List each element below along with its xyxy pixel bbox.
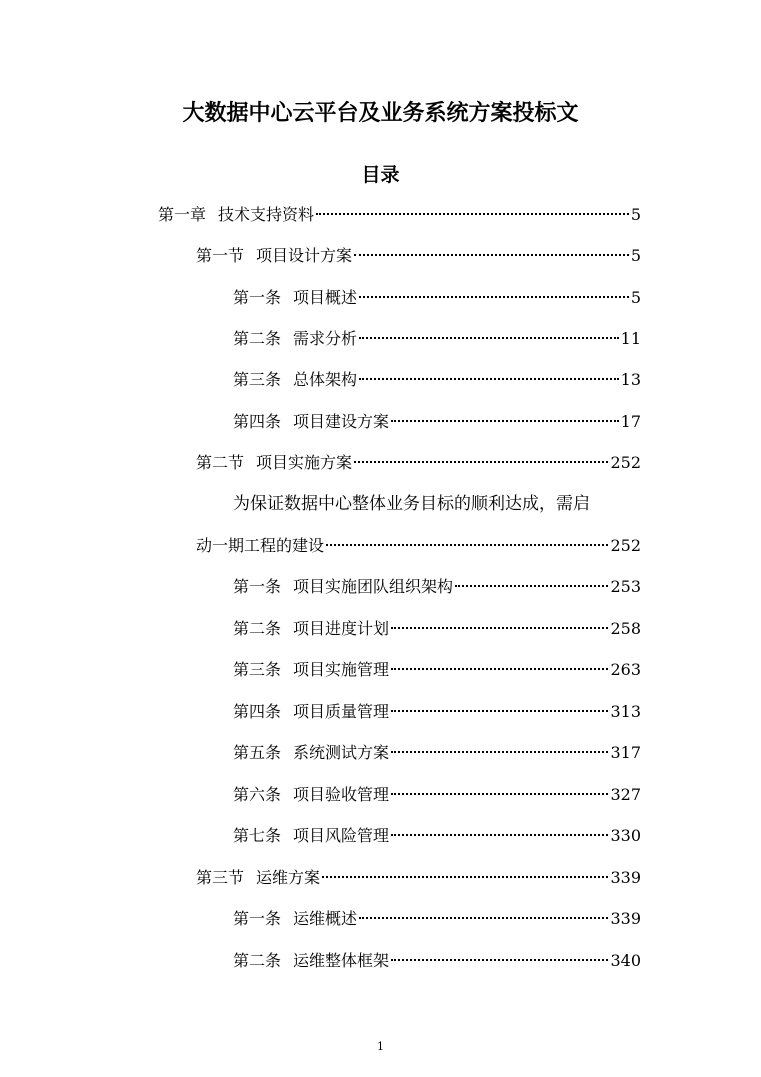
toc-entry-title: 需求分析	[293, 329, 358, 348]
toc-entry-article[interactable]	[233, 327, 641, 351]
toc-entry-title: 项目概述	[293, 288, 358, 307]
toc-entry-number: 第一条	[233, 577, 282, 596]
toc-entry-page: 13	[620, 370, 641, 389]
toc-entry-number: 第四条	[233, 702, 282, 721]
dot-leader	[391, 793, 608, 795]
toc-entry-page: 317	[610, 743, 641, 762]
dot-leader	[391, 710, 608, 712]
toc-entry-number: 第三条	[233, 370, 282, 389]
toc-entry-title: 动一期工程的建设	[196, 536, 325, 555]
toc-heading: 目录	[361, 164, 400, 186]
toc-entry-article[interactable]	[233, 368, 641, 392]
dot-leader	[322, 876, 608, 878]
toc-entry-number: 第二条	[233, 951, 282, 970]
toc-entry-page: 313	[610, 702, 641, 721]
dot-leader	[354, 461, 608, 463]
toc-entry-title: 系统测试方案	[293, 743, 390, 762]
dot-leader	[391, 420, 619, 422]
toc-entry-number: 第四条	[233, 412, 282, 431]
dot-leader	[359, 337, 619, 339]
toc-entry-page: 258	[610, 619, 641, 638]
toc-entry-section-2[interactable]	[196, 451, 641, 475]
toc-entry-number: 第二条	[233, 329, 282, 348]
toc-entry-article[interactable]	[233, 410, 641, 434]
toc-entry-number: 第一章	[158, 205, 207, 224]
toc-entry-page: 339	[610, 868, 641, 887]
dot-leader	[354, 254, 629, 256]
toc-entry-article[interactable]	[233, 575, 641, 599]
dot-leader	[316, 213, 629, 215]
dot-leader	[391, 751, 608, 753]
toc-entry-number: 第二节	[196, 453, 245, 472]
toc-entry-title: 项目风险管理	[293, 826, 390, 845]
toc-entry-number: 第六条	[233, 785, 282, 804]
toc-entry-article[interactable]	[233, 824, 641, 848]
toc-entry-article[interactable]	[233, 907, 641, 931]
toc-entry-title: 项目实施团队组织架构	[293, 577, 454, 596]
toc-entry-article[interactable]	[233, 286, 641, 310]
toc-entry-title: 项目进度计划	[293, 619, 390, 638]
toc-entry-section-3[interactable]	[196, 866, 641, 890]
toc-entry-article[interactable]	[233, 741, 641, 765]
document-title: 大数据中心云平台及业务系统方案投标文	[182, 101, 579, 126]
dot-leader	[391, 668, 608, 670]
toc-entry-page: 5	[630, 205, 641, 224]
toc-entry-number: 第七条	[233, 826, 282, 845]
toc-entry-page: 252	[610, 536, 641, 555]
toc-entry-page: 253	[610, 577, 641, 596]
toc-entry-number: 第五条	[233, 743, 282, 762]
toc-entry-number: 第三条	[233, 660, 282, 679]
dot-leader	[359, 296, 629, 298]
toc-entry-paragraph-line2[interactable]	[196, 534, 641, 558]
dot-leader	[455, 585, 608, 587]
toc-entry-number: 第三节	[196, 868, 245, 887]
toc-entry-title: 技术支持资料	[218, 205, 315, 224]
page-number: 1	[377, 1040, 384, 1053]
toc-entry-page: 252	[610, 453, 641, 472]
toc-entry-page: 5	[630, 288, 641, 307]
toc-entry-number: 第一条	[233, 288, 282, 307]
toc-entry-paragraph-line1[interactable]: 为保证数据中心整体业务目标的顺利达成，需启	[233, 494, 590, 514]
toc-entry-number: 第一节	[196, 246, 245, 265]
toc-entry-title: 项目设计方案	[256, 246, 353, 265]
toc-entry-title: 项目实施管理	[293, 660, 390, 679]
toc-entry-page: 340	[610, 951, 641, 970]
toc-entry-title: 运维概述	[293, 909, 358, 928]
toc-entry-title: 总体架构	[293, 370, 358, 389]
dot-leader	[391, 834, 608, 836]
dot-leader	[391, 959, 608, 961]
toc-entry-title: 运维方案	[256, 868, 321, 887]
toc-entry-page: 327	[610, 785, 641, 804]
dot-leader	[326, 544, 608, 546]
toc-entry-section-1[interactable]	[196, 244, 641, 268]
dot-leader	[359, 378, 619, 380]
toc-entry-number: 第一条	[233, 909, 282, 928]
toc-entry-article[interactable]	[233, 658, 641, 682]
toc-entry-article[interactable]	[233, 617, 641, 641]
toc-entry-article[interactable]	[233, 700, 641, 724]
toc-entry-page: 263	[610, 660, 641, 679]
toc-entry-title: 项目建设方案	[293, 412, 390, 431]
dot-leader	[391, 627, 608, 629]
toc-entry-page: 17	[620, 412, 641, 431]
dot-leader	[359, 917, 608, 919]
toc-entry-title: 运维整体框架	[293, 951, 390, 970]
toc-entry-article[interactable]	[233, 949, 641, 973]
toc-entry-chapter-1[interactable]	[158, 203, 641, 227]
toc-entry-number: 第二条	[233, 619, 282, 638]
toc-entry-title: 项目实施方案	[256, 453, 353, 472]
toc-entry-title: 项目质量管理	[293, 702, 390, 721]
toc-entry-page: 330	[610, 826, 641, 845]
toc-entry-title: 项目验收管理	[293, 785, 390, 804]
toc-entry-page: 11	[620, 329, 641, 348]
toc-entry-article[interactable]	[233, 783, 641, 807]
toc-entry-page: 5	[630, 246, 641, 265]
toc-entry-page: 339	[610, 909, 641, 928]
